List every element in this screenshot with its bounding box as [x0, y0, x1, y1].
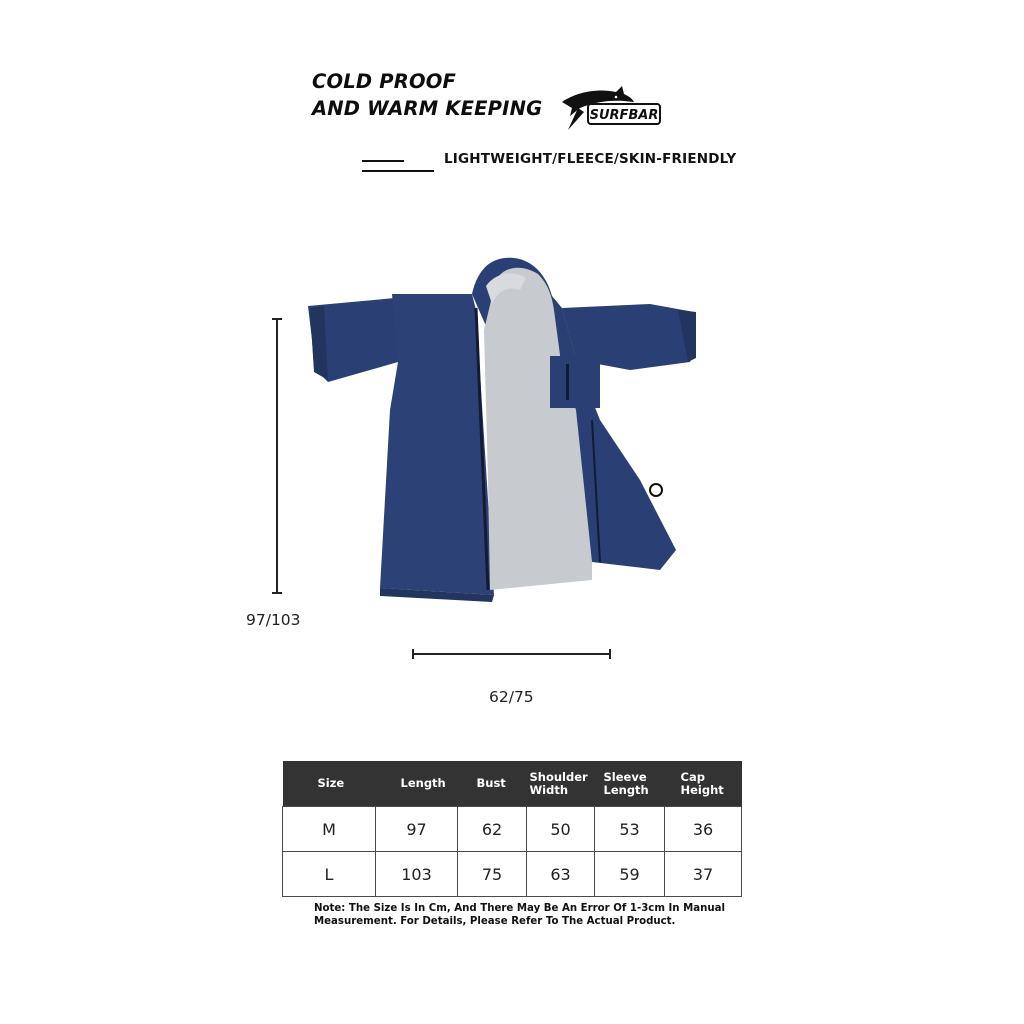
changing-robe-image: [300, 250, 720, 610]
header-cap-height: Cap Height: [665, 761, 742, 807]
headline: [312, 68, 542, 122]
cell-size: L: [283, 852, 376, 897]
cell-shoulder-width: 63: [527, 852, 595, 897]
length-dimension-line: [272, 318, 282, 594]
header-shoulder-width: Shoulder Width: [527, 761, 595, 807]
table-row: [283, 807, 742, 852]
header-size: Size: [283, 761, 376, 807]
headline-line-2: AND WARM KEEPING: [312, 97, 543, 120]
decorative-rule: [362, 160, 434, 172]
size-chart-table: [282, 761, 742, 897]
bust-dimension-line: [412, 649, 611, 659]
logo-text: SURFBAR: [589, 108, 659, 123]
cell-bust: 75: [458, 852, 527, 897]
cell-cap-height: 36: [665, 807, 742, 852]
cell-shoulder-width: 50: [527, 807, 595, 852]
size-note: Note: The Size Is In Cm, And There May Be An Error Of 1-3cm In Manual Measurement. For Details, Please Refer To The Actual Product.: [314, 903, 725, 927]
header-length: Length: [376, 761, 458, 807]
feature-list: LIGHTWEIGHT/FLEECE/SKIN-FRIENDLY: [444, 151, 737, 167]
cell-bust: 62: [458, 807, 527, 852]
table-row: [283, 852, 742, 897]
length-dimension-label: 97/103: [246, 611, 301, 629]
surfbar-logo: [558, 86, 664, 134]
size-chart-header-row: [283, 761, 742, 807]
cell-size: M: [283, 807, 376, 852]
headline-line-1: COLD PROOF: [312, 70, 457, 93]
header-bust: Bust: [458, 761, 527, 807]
cell-sleeve-length: 53: [595, 807, 665, 852]
cell-length: 97: [376, 807, 458, 852]
cell-cap-height: 37: [665, 852, 742, 897]
cell-length: 103: [376, 852, 458, 897]
header-sleeve-length: Sleeve Length: [595, 761, 665, 807]
bust-dimension-label: 62/75: [489, 688, 534, 706]
cell-sleeve-length: 59: [595, 852, 665, 897]
